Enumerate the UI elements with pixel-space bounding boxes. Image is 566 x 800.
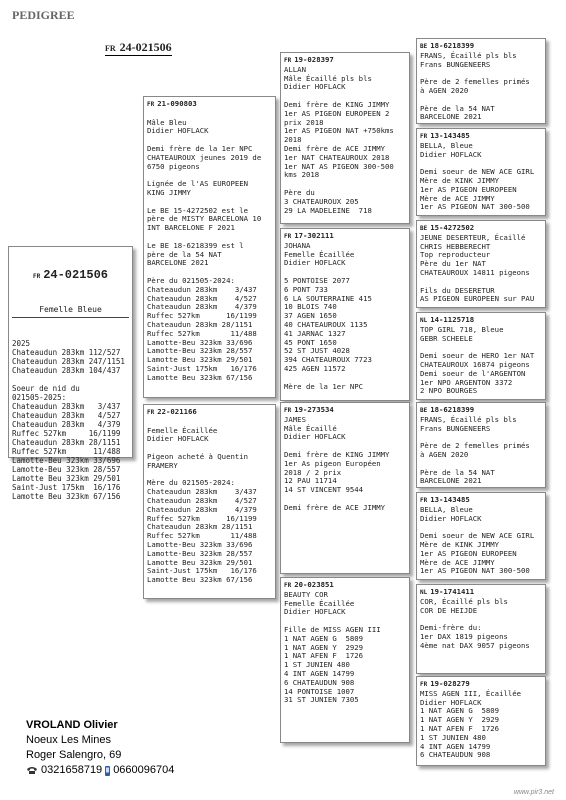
- detail-line: JEUNE DESERTEUR, Écaillé: [420, 232, 526, 242]
- subject-card: [8, 246, 133, 501]
- detail-line: Didier HOFLACK: [147, 434, 209, 444]
- detail-line: Didier HOFLACK: [147, 126, 209, 136]
- detail-line: 12 PAU 11714: [284, 476, 337, 486]
- detail-line: 1 NAT AFEN F 1726: [284, 651, 364, 661]
- detail-line: BARCELONE 2021: [147, 258, 209, 268]
- ring-number: 20-023851: [294, 580, 334, 589]
- subject-line: Chateaudun 283km 4/379: [12, 420, 121, 429]
- country-code: BE: [420, 407, 428, 414]
- ring-id: [147, 408, 272, 418]
- detail-line: INT BARCELONE F 2021: [147, 223, 235, 233]
- owner-phones: [26, 763, 174, 778]
- owner-mobile: 0660096704: [113, 764, 175, 776]
- detail-line: 6750 pigeons: [147, 161, 200, 171]
- detail-line: BEAUTY COR: [284, 589, 328, 599]
- ggp-card-4: [416, 312, 546, 400]
- detail-line: 1er NAT CHATEAUROUX 2018: [284, 152, 390, 162]
- detail-line: Lamotte Beu 323km 29/501: [147, 557, 253, 567]
- detail-line: CHRIS HEBBERECHT: [420, 241, 491, 251]
- detail-line: 1er AS PIGEON EUROPEEN 2: [284, 108, 390, 118]
- subject-line: [12, 375, 129, 384]
- detail-line: Mère de la 1er NPC: [284, 381, 364, 391]
- detail-line: Mère de KINK JIMMY: [420, 539, 500, 549]
- detail-line: 1er AS PIGEON NAT 300-500: [420, 566, 530, 576]
- subject-line: Chateaudun 283km 4/527: [12, 411, 121, 420]
- detail-line: Demi soeur de HERO 1er NAT: [420, 351, 535, 361]
- detail-line: 1er AS PIGEON NAT +750kms: [284, 126, 394, 136]
- detail-line: Demi soeur de NEW ACE GIRL: [420, 167, 535, 177]
- detail-line: FRANS, Écaillé pls bls: [420, 414, 517, 424]
- ring-number: 19-028397: [294, 55, 334, 64]
- detail-line: 2018: [284, 135, 302, 145]
- ring-number: 18-6218399: [430, 41, 475, 50]
- subject-line: Lamotte-Beu 323km 28/557: [12, 465, 121, 474]
- detail-line: Mère de KINK JIMMY: [420, 175, 500, 185]
- detail-line: BELLA, Bleue: [420, 504, 473, 514]
- detail-line: Chateaudun 283km 4/527: [147, 293, 257, 303]
- detail-line: 6 PONT 733: [284, 284, 328, 294]
- owner-street: Roger Salengro, 69: [26, 749, 122, 761]
- detail-line: Le BE 18-6218399 est l: [147, 240, 244, 250]
- ring-number: 19-028279: [430, 679, 470, 688]
- detail-line: COR, Écaillé pls bls: [420, 596, 508, 606]
- detail-line: Père de la 54 NAT: [420, 103, 495, 113]
- detail-line: Père du 1er NAT: [420, 259, 486, 269]
- detail-line: Lignée de l'AS EUROPEEN: [147, 179, 249, 189]
- detail-line: Mâle Bleu: [147, 117, 187, 127]
- subject-line: Lamotte-Beu 323km 33/696: [12, 456, 121, 465]
- ring-number: 13-143485: [430, 495, 470, 504]
- ggp-card-1: [416, 38, 546, 124]
- detail-line: JAMES: [284, 414, 306, 424]
- detail-line: père de la 54 NAT: [147, 249, 222, 259]
- detail-line: 2 NPO BOURGES: [420, 386, 478, 396]
- detail-line: 1 NAT AGEN G 5809: [420, 706, 500, 716]
- detail-line: Chateaudun 283km 3/437: [147, 284, 257, 294]
- detail-line: 52 ST JUST 4028: [284, 346, 350, 356]
- detail-line: 14 ST VINCENT 9544: [284, 485, 364, 495]
- detail-line: Chateaudun 283km 3/437: [147, 487, 257, 497]
- detail-line: Top reproducteur: [420, 250, 491, 260]
- detail-line: 1 ST JUNIEN 480: [284, 660, 350, 670]
- mobile-phone-icon: [105, 766, 110, 776]
- detail-line: Chateaudun 283km 4/527: [147, 495, 257, 505]
- country-code: NL: [420, 589, 428, 596]
- detail-line: Lamotte Beu 323km 29/501: [147, 355, 253, 365]
- ring-number: 14-1125718: [430, 315, 475, 324]
- ring-id: [147, 100, 272, 110]
- ring-number: 18-6218399: [430, 405, 475, 414]
- detail-line: Demi frère de ACE JIMMY: [284, 502, 386, 512]
- subject-line: Ruffec 527km 11/488: [12, 447, 121, 456]
- detail-line: 40 CHATEAUROUX 1135: [284, 319, 368, 329]
- subject-line: Chateaudun 283km 3/437: [12, 402, 121, 411]
- ggp-card-2: [416, 128, 546, 216]
- main-ring-id: [105, 40, 172, 56]
- subject-line: Ruffec 527km 16/1199: [12, 429, 121, 438]
- detail-line: 4ème nat DAX 9057 pigeons: [420, 640, 530, 650]
- sire-dam-card: [280, 228, 410, 401]
- detail-line: Didier HOFLACK: [284, 607, 346, 617]
- subject-ring: 24-021506: [43, 268, 108, 282]
- sire-sire-card: [280, 52, 410, 224]
- detail-line: Frans BUNGENEERS: [420, 423, 491, 433]
- detail-line: Lamotte-Beu 323km 28/557: [147, 346, 253, 356]
- country-code: FR: [284, 582, 292, 589]
- detail-line: Fils du DESERETUR: [420, 285, 495, 295]
- detail-line: BARCELONE 2021: [420, 112, 482, 122]
- detail-line: Femelle Écaillée: [284, 249, 355, 259]
- owner-city: Noeux Les Mines: [26, 734, 111, 746]
- detail-line: 425 AGEN 11572: [284, 363, 346, 373]
- detail-line: Femelle Écaillée: [284, 598, 355, 608]
- detail-line: 4 INT AGEN 14799: [420, 741, 491, 751]
- subject-line: 2025: [12, 339, 31, 348]
- country-code: FR: [284, 407, 292, 414]
- ring-number: 15-4272502: [430, 223, 475, 232]
- detail-line: Pigeon acheté à Quentin: [147, 451, 249, 461]
- detail-line: à AGEN 2020: [420, 449, 469, 459]
- detail-line: Demi frère de KING JIMMY: [284, 99, 390, 109]
- detail-line: 1 ST JUNIEN 480: [420, 732, 486, 742]
- subject-line: Chateaudun 283km 104/437: [12, 366, 121, 375]
- detail-line: Chateaudun 283km 4/379: [147, 504, 257, 514]
- detail-line: Frans BUNGENEERS: [420, 59, 491, 69]
- country-code: FR: [420, 681, 428, 688]
- detail-line: Didier HOFLACK: [420, 513, 482, 523]
- detail-line: Mâle Écaillé: [284, 423, 337, 433]
- detail-line: Père de 2 femelles primés: [420, 441, 530, 451]
- detail-line: 4 INT AGEN 14799: [284, 668, 355, 678]
- country-code: FR: [420, 497, 428, 504]
- detail-line: 1er NAT AS PIGEON 300-500: [284, 161, 394, 171]
- subject-line: Soeur de nid du: [12, 384, 80, 393]
- detail-line: 1 NAT AFEN F 1726: [420, 723, 500, 733]
- detail-line: Demi frère de ACE JIMMY: [284, 143, 386, 153]
- detail-line: Demi frère de KING JIMMY: [284, 449, 390, 459]
- subject-line: Chateaudun 283km 112/527: [12, 348, 121, 357]
- detail-line: Didier HOFLACK: [284, 432, 346, 442]
- detail-line: CHATEAUROUX 16874 pigeons: [420, 359, 530, 369]
- detail-line: Ruffec 527km 11/488: [147, 328, 257, 338]
- country-code: FR: [284, 233, 292, 240]
- detail-line: BARCELONE 2021: [420, 476, 482, 486]
- detail-line: Mère du 021505-2024:: [147, 478, 235, 488]
- ggp-card-3: [416, 220, 546, 308]
- detail-line: 29 LA MADELEINE 718: [284, 205, 372, 215]
- ggp-card-6: [416, 492, 546, 580]
- detail-line: 6 CHATEAUDUN 908: [284, 677, 355, 687]
- detail-line: 37 AGEN 1650: [284, 311, 337, 321]
- detail-line: Demi frère de la 1er NPC: [147, 143, 253, 153]
- detail-line: Père du 021505-2024:: [147, 275, 235, 285]
- detail-line: Ruffec 527km 16/1199: [147, 513, 257, 523]
- detail-line: CHATEAUROUX jeunes 2019 de: [147, 152, 262, 162]
- detail-line: Saint-Just 175km 16/176: [147, 566, 257, 576]
- subject-ring-id: [12, 268, 129, 282]
- detail-line: 1 NAT AGEN Y 2929: [420, 715, 500, 725]
- detail-line: GEBR SCHEELE: [420, 333, 473, 343]
- detail-line: Ruffec 527km 11/488: [147, 531, 257, 541]
- subject-sex: Femelle Bleue: [12, 305, 129, 318]
- detail-line: Lamotte Beu 323km 67/156: [147, 575, 253, 585]
- detail-line: prix 2018: [284, 117, 324, 127]
- dam-card: [143, 404, 276, 599]
- main-country: FR: [105, 44, 116, 53]
- subject-line: Chateaudun 283km 247/1151: [12, 357, 125, 366]
- detail-line: Mère de ACE JIMMY: [420, 557, 495, 567]
- owner-phone: 0321658719: [41, 764, 103, 776]
- detail-line: Chateaudun 283km 28/1151: [147, 319, 253, 329]
- detail-line: 3 CHATEAUROUX 205: [284, 196, 359, 206]
- telephone-icon: [26, 766, 38, 775]
- subject-country: FR: [32, 273, 41, 280]
- detail-line: Père de la 54 NAT: [420, 467, 495, 477]
- detail-line: 1er AS PIGEON EUROPEEN: [420, 548, 517, 558]
- detail-line: Fille de MISS AGEN III: [284, 624, 381, 634]
- detail-line: 1er DAX 1819 pigeons: [420, 631, 508, 641]
- ring-number: 19-273534: [294, 405, 334, 414]
- main-ring: 24-021506: [119, 40, 172, 54]
- detail-line: JOHANA: [284, 240, 311, 250]
- detail-line: Père de 2 femelles primés: [420, 77, 530, 87]
- detail-line: 10 BLOIS 740: [284, 302, 337, 312]
- detail-line: AS PIGEON EUROPEEN sur PAU: [420, 294, 535, 304]
- detail-line: Mère de ACE JIMMY: [420, 193, 495, 203]
- country-code: BE: [420, 43, 428, 50]
- subject-line: Chateaudun 283km 28/1151: [12, 438, 121, 447]
- detail-line: Lamotte-Beu 323km 33/696: [147, 539, 253, 549]
- detail-line: 1 NAT AGEN G 5809: [284, 633, 364, 643]
- detail-line: FRAMERY: [147, 460, 178, 470]
- owner-name: VROLAND Olivier: [26, 719, 118, 731]
- detail-line: 1er As pigeon Européen: [284, 458, 381, 468]
- country-code: FR: [147, 101, 155, 108]
- ring-number: 22-021166: [157, 407, 197, 416]
- detail-line: 1er NPO ARGENTON 3372: [420, 377, 513, 387]
- sire-card: [143, 96, 276, 398]
- detail-line: Lamotte Beu 323km 67/156: [147, 372, 253, 382]
- ring-number: 17-302111: [294, 231, 334, 240]
- subject-line: Lamotte Beu 323km 29/501: [12, 474, 121, 483]
- detail-line: à AGEN 2020: [420, 85, 469, 95]
- detail-line: 14 PONTOISE 1007: [284, 686, 355, 696]
- country-code: FR: [284, 57, 292, 64]
- detail-line: 45 PONT 1650: [284, 337, 337, 347]
- detail-line: Didier HOFLACK: [420, 697, 482, 707]
- detail-line: 6 LA SOUTERRAINE 415: [284, 293, 372, 303]
- subject-line: Saint-Just 175km 16/176: [12, 483, 121, 492]
- ggp-card-7: [416, 584, 546, 674]
- country-code: BE: [420, 225, 428, 232]
- ggp-card-8: [416, 676, 546, 766]
- detail-line: Ruffec 527km 16/1199: [147, 311, 257, 321]
- subject-details: [12, 339, 129, 501]
- detail-line: kms 2018: [284, 170, 320, 180]
- detail-line: ALLAN: [284, 64, 306, 74]
- detail-line: Didier HOFLACK: [420, 149, 482, 159]
- subject-line: 021505-2025:: [12, 393, 67, 402]
- detail-line: COR DE HEIJDE: [420, 605, 478, 615]
- detail-line: Mâle Écaillé pls bls: [284, 73, 372, 83]
- detail-line: Didier HOFLACK: [284, 258, 346, 268]
- detail-line: 41 JARNAC 1327: [284, 328, 346, 338]
- detail-line: 5 PONTOISE 2077: [284, 275, 350, 285]
- detail-line: FRANS, Écaillé pls bls: [420, 50, 517, 60]
- detail-line: 2018 / 2 prix: [284, 467, 342, 477]
- ring-number: 19-1741411: [430, 587, 475, 596]
- country-code: NL: [420, 317, 428, 324]
- dam-sire-card: [280, 402, 410, 574]
- detail-line: Demi-frère du:: [420, 623, 482, 633]
- detail-line: 31 ST JUNIEN 7305: [284, 695, 359, 705]
- subject-line: Lamotte Beu 323km 67/156: [12, 492, 121, 501]
- page-header: PEDIGREE: [12, 8, 75, 22]
- detail-line: 394 CHATEAUROUX 7723: [284, 355, 372, 365]
- footer-url: www.pir3.net: [513, 789, 554, 796]
- detail-line: Lamotte-Beu 323km 28/557: [147, 548, 253, 558]
- detail-line: Femelle Écaillée: [147, 425, 218, 435]
- owner-block: [26, 718, 174, 778]
- ggp-card-5: [416, 402, 546, 488]
- detail-line: MISS AGEN III, Écaillée: [420, 688, 522, 698]
- detail-line: BELLA, Bleue: [420, 140, 473, 150]
- detail-line: Saint-Just 175km 16/176: [147, 363, 257, 373]
- detail-line: père de MISTY BARCELONA 10: [147, 214, 262, 224]
- detail-line: KING JIMMY: [147, 187, 191, 197]
- detail-line: Demi soeur de NEW ACE GIRL: [420, 531, 535, 541]
- detail-line: Demi soeur de l'ARGENTON: [420, 368, 526, 378]
- detail-line: TOP GIRL 718, Bleue: [420, 324, 504, 334]
- detail-line: 1 NAT AGEN Y 2929: [284, 642, 364, 652]
- detail-line: Père du: [284, 187, 315, 197]
- ring-number: 21-090803: [157, 99, 197, 108]
- detail-line: CHATEAUROUX 14811 pigeons: [420, 267, 530, 277]
- dam-dam-card: [280, 577, 410, 743]
- country-code: FR: [420, 133, 428, 140]
- detail-line: Chateaudun 283km 28/1151: [147, 522, 253, 532]
- detail-line: Le BE 15-4272502 est le: [147, 205, 249, 215]
- detail-line: Lamotte-Beu 323km 33/696: [147, 337, 253, 347]
- detail-line: 1er AS PIGEON NAT 300-500: [420, 202, 530, 212]
- ring-number: 13-143485: [430, 131, 470, 140]
- detail-line: 1er AS PIGEON EUROPEEN: [420, 184, 517, 194]
- country-code: FR: [147, 409, 155, 416]
- detail-line: Didier HOFLACK: [284, 82, 346, 92]
- detail-line: Chateaudun 283km 4/379: [147, 302, 257, 312]
- detail-line: 6 CHATEAUDUN 908: [420, 750, 491, 760]
